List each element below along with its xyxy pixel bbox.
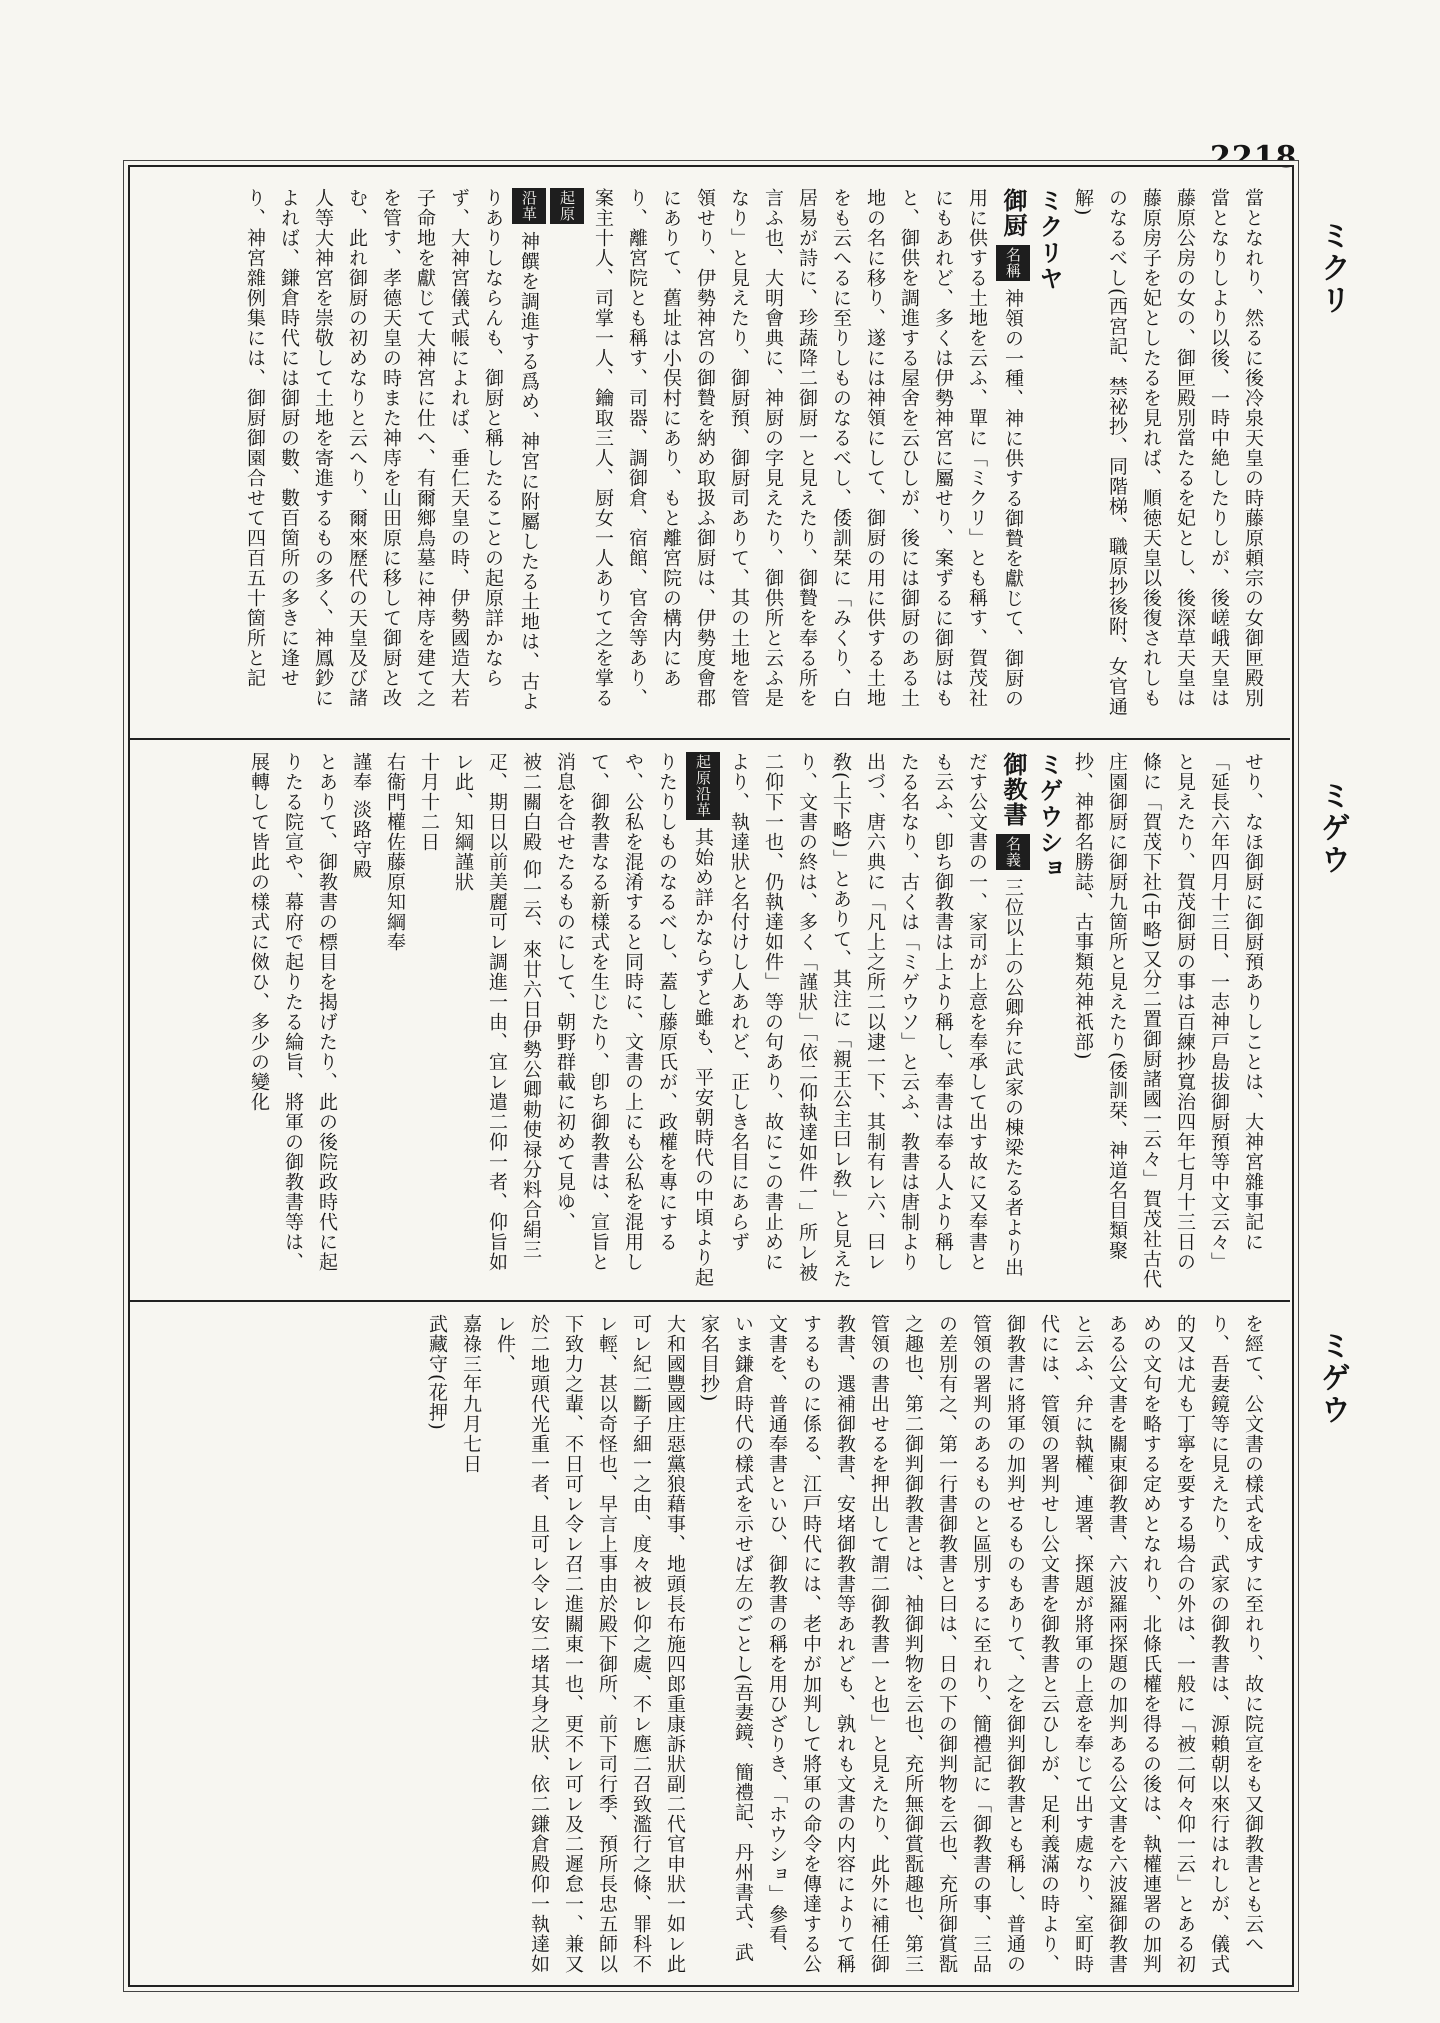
quoted-document: 大和國豐國庄惡黨狼藉事、地頭長布施四郎重康訴狀副二代官申狀一如レ此可レ紀二斷子細一之由、度々被レ仰之處、不レ應二召致濫行之條、罪科不レ輕、甚以奇怪也、早言上事由於殿下御所、前下司行季、預所長忠五師以下致力之輩、不日可レ令レ召二進關東一也、更不レ可レ及二遲怠一、兼又於二地頭代光重一者、且可レ令レ安二堵其身之狀、依二鎌倉殿仰一執達如レ件、 bbox=[494, 1314, 686, 1974]
entry-body: とありて、御教書の標目を揭げたり、此の後院政時代に起りたる院宣や、幕府で起りたる綸旨、將軍の御教書等は、展轉して皆此の樣式に傚ひ、多少の變化 bbox=[248, 752, 338, 1272]
section-divider-2 bbox=[130, 1300, 1290, 1302]
entry-title: ミクリヤ bbox=[1035, 188, 1063, 292]
entry-body: 其始め詳かならずと雖も、平安朝時代の中頃より起りたりしものなるべし、蓋し藤原氏が、政權を專にするや、公私を混淆すると同時に、文書の上にも公私を混用して、御教書なる新樣式を生じたり、卽ち御教書は、宣旨と消息を合せたるものにして、朝野群載に初めて見ゆ、 bbox=[554, 752, 714, 1288]
tag-label: 名義 bbox=[996, 834, 1030, 870]
headword-tab-migeu-1: ミゲウ bbox=[1315, 780, 1350, 876]
entry-kanji: 御厨 bbox=[999, 188, 1028, 238]
quote-date: 嘉祿三年九月七日 bbox=[460, 1314, 482, 1474]
quoted-document: 被二關白殿 仰一云、來廿六日伊勢公卿勅使禄分料合絹三疋、期日以前美麗可レ調進一由、宜レ遣二仰一者、仰旨如レ此、知綱謹狀 bbox=[452, 752, 542, 1272]
headword-tab-migeu-2: ミゲウ bbox=[1315, 1330, 1350, 1426]
quote-date: 十月十二日 bbox=[418, 752, 440, 852]
entry-body: 三位以上の公卿弁に武家の棟梁たる者より出だす公文書の一、家司が上意を奉承して出す故に又奉書とも云ふ、卽ち御教書は上より稱し、奉書は奉る人より稱したる名なり、古くは「ミゲウソ」と云ふ、教書は唐制より出づ、唐六典に「凡上之所二以逮一下、其制有レ六、曰レ敎(上下略)」とありて、其注に「親王公主曰レ敎」と見えたり、文書の終は、多く「謹狀」「依二仰執達如件一」所レ被二仰下一也、仍執達如件」等の句あり、故にこの書止めにより、執達狀と名付けし人あれど、正しき名目にあらず bbox=[728, 752, 1024, 1289]
tag-label: 起原 bbox=[550, 188, 584, 224]
section-migeusho bbox=[150, 752, 1270, 1290]
entry-title: ミゲウショ bbox=[1035, 752, 1063, 882]
entry-body: 神饌を調進する爲め、神宮に附屬したる土地は、古よりありしならんも、御厨と稱したることの起原詳かならず、大神宮儀式帳によれば、垂仁天皇の時、伊勢國造大若子命地を獻じて大神宮に仕へ、有爾鄉鳥墓に神庤を建て之を管す、孝德天皇の時また神庤を山田原に移して御厨と改む、此れ御厨の初めなりと云へり、爾來歷代の天皇及び諸人等大神宮を崇敬して土地を寄進するもの多く、神鳳鈔によれば、鎌倉時代には御厨の數、數百箇所の多きに逢せり、神宮雜例集には、御厨御園合せて四百五十箇所と記 bbox=[244, 188, 540, 712]
headword-tab-mikuri: ミクリ bbox=[1315, 220, 1350, 316]
section-intro: せり、なほ御厨に御厨預ありしことは、大神宮雜事記に「延長六年四月十三日、一志神戸島拔御厨預等中文云々」と見えたり、賀茂御厨の事は百練抄寬治四年七月十三日の條に「賀茂下社(中略)又分二置御厨諸國一云々」賀茂社古代庄園御厨に御厨九箇所と見えたり(倭訓栞、神道名目類聚抄、神都名勝誌、古事類苑神祇部) bbox=[1072, 752, 1264, 1289]
tag-label: 起原沿革 bbox=[686, 752, 720, 820]
entry-kanji: 御教書 bbox=[999, 752, 1028, 827]
tag-label: 沿革 bbox=[512, 188, 546, 224]
quote-sender: 武藏守(花押) bbox=[426, 1314, 448, 1431]
section-mikuriya bbox=[150, 188, 1270, 723]
section-migeu-continued bbox=[150, 1314, 1270, 1974]
section-intro: 當となれり、然るに後冷泉天皇の時藤原頼宗の女御匣殿別當となりしより以後、一時中絶したりしが、後嵯峨天皇は藤原公房の女の、御匣殿別當たるを妃とし、後深草天皇は藤原房子を妃としたるを見れば、順徳天皇以後復されしものなるべし(西宮記、禁祕抄、同階梯、職原抄後附、女官通解) bbox=[1072, 188, 1264, 717]
entry-body: を經て、公文書の樣式を成すに至れり、故に院宣をも又御教書とも云へり、吾妻鏡等に見えたり、武家の御教書は、源賴朝以來行はれしが、儀式的又は尤も丁寧を要する場合の外は、一般に「被二何々仰一云」とある初めの文句を略する定めとなれり、北條氏權を得るの後は、執權連署の加判ある公文書を關東御教書、六波羅兩探題の加判ある公文書を六波羅御教書と云ふ、弁に執權、連署、探題が將軍の上意を奉じて出す處なり、室町時代には、管領の署判せし公文書を御教書と云ひしが、足利義滿の時より、御教書に將軍の加判せるものもありて、之を御判御教書とも稱し、普通の管領の署判のあるものと區別するに至れり、簡禮記に「御教書の事、三品の差別有之、第一行書御教書と曰は、日の下の御判物を云也、充所御賞翫之趣也、第二御判御教書とは、袖御判物を云也、充所無御賞翫趣也、第三管領の書出せるを押出して謂二御教書一と也」と見えたり、此外に補任御教書、選補御教書、安堵御教書等あれども、孰れも文書の内容によりて稱するものに係る、江戸時代には、老中が加判して將軍の命令を傳達する公文書を、普通奉書といひ、御教書の稱を用ひざりき、「ホウショ」參看、いま鎌倉時代の樣式を示せば左のごとし(吾妻鏡、簡禮記、丹州書式、武家名目抄) bbox=[698, 1314, 1264, 1974]
page-number: 2218 bbox=[1210, 140, 1298, 175]
quote-addressee: 謹奉 淡路守殿 bbox=[350, 752, 372, 880]
section-divider-1 bbox=[130, 738, 1290, 740]
tag-label: 名稱 bbox=[996, 245, 1030, 281]
quote-sender: 右衞門權佐藤原知綱奉 bbox=[384, 752, 406, 952]
entry-body: 神領の一種、神に供する御贄を獻じて、御厨の用に供する土地を云ふ、單に「ミクリ」とも稱す、賀茂社にもあれど、多くは伊勢神宮に屬せり、案ずるに御厨はもと、御供を調進する屋舍を云ひしが、後には御厨のある土地の名に移り、遂には神領にして、御厨の用に供する土地をも云へるに至りしものなるべし、倭訓栞に「みくり、白居易が詩に、珍蔬降二御厨一と見えたり、御贄を奉る所を言ふ也、大明會典に、神厨の字見えたり、御供所と云ふ是なり」と見えたり、御厨預、御厨司ありて、其の土地を管領せり、伊勢神宮の御贄を納め取扱ふ御厨は、伊勢度會郡にありて、舊址は小俣村にあり、もと離宮院の構内にあり、離宮院とも稱す、司器、調御倉、宿館、官舍等あり、案主十人、司掌一人、鑰取三人、厨女一人ありて之を掌る bbox=[592, 188, 1024, 709]
